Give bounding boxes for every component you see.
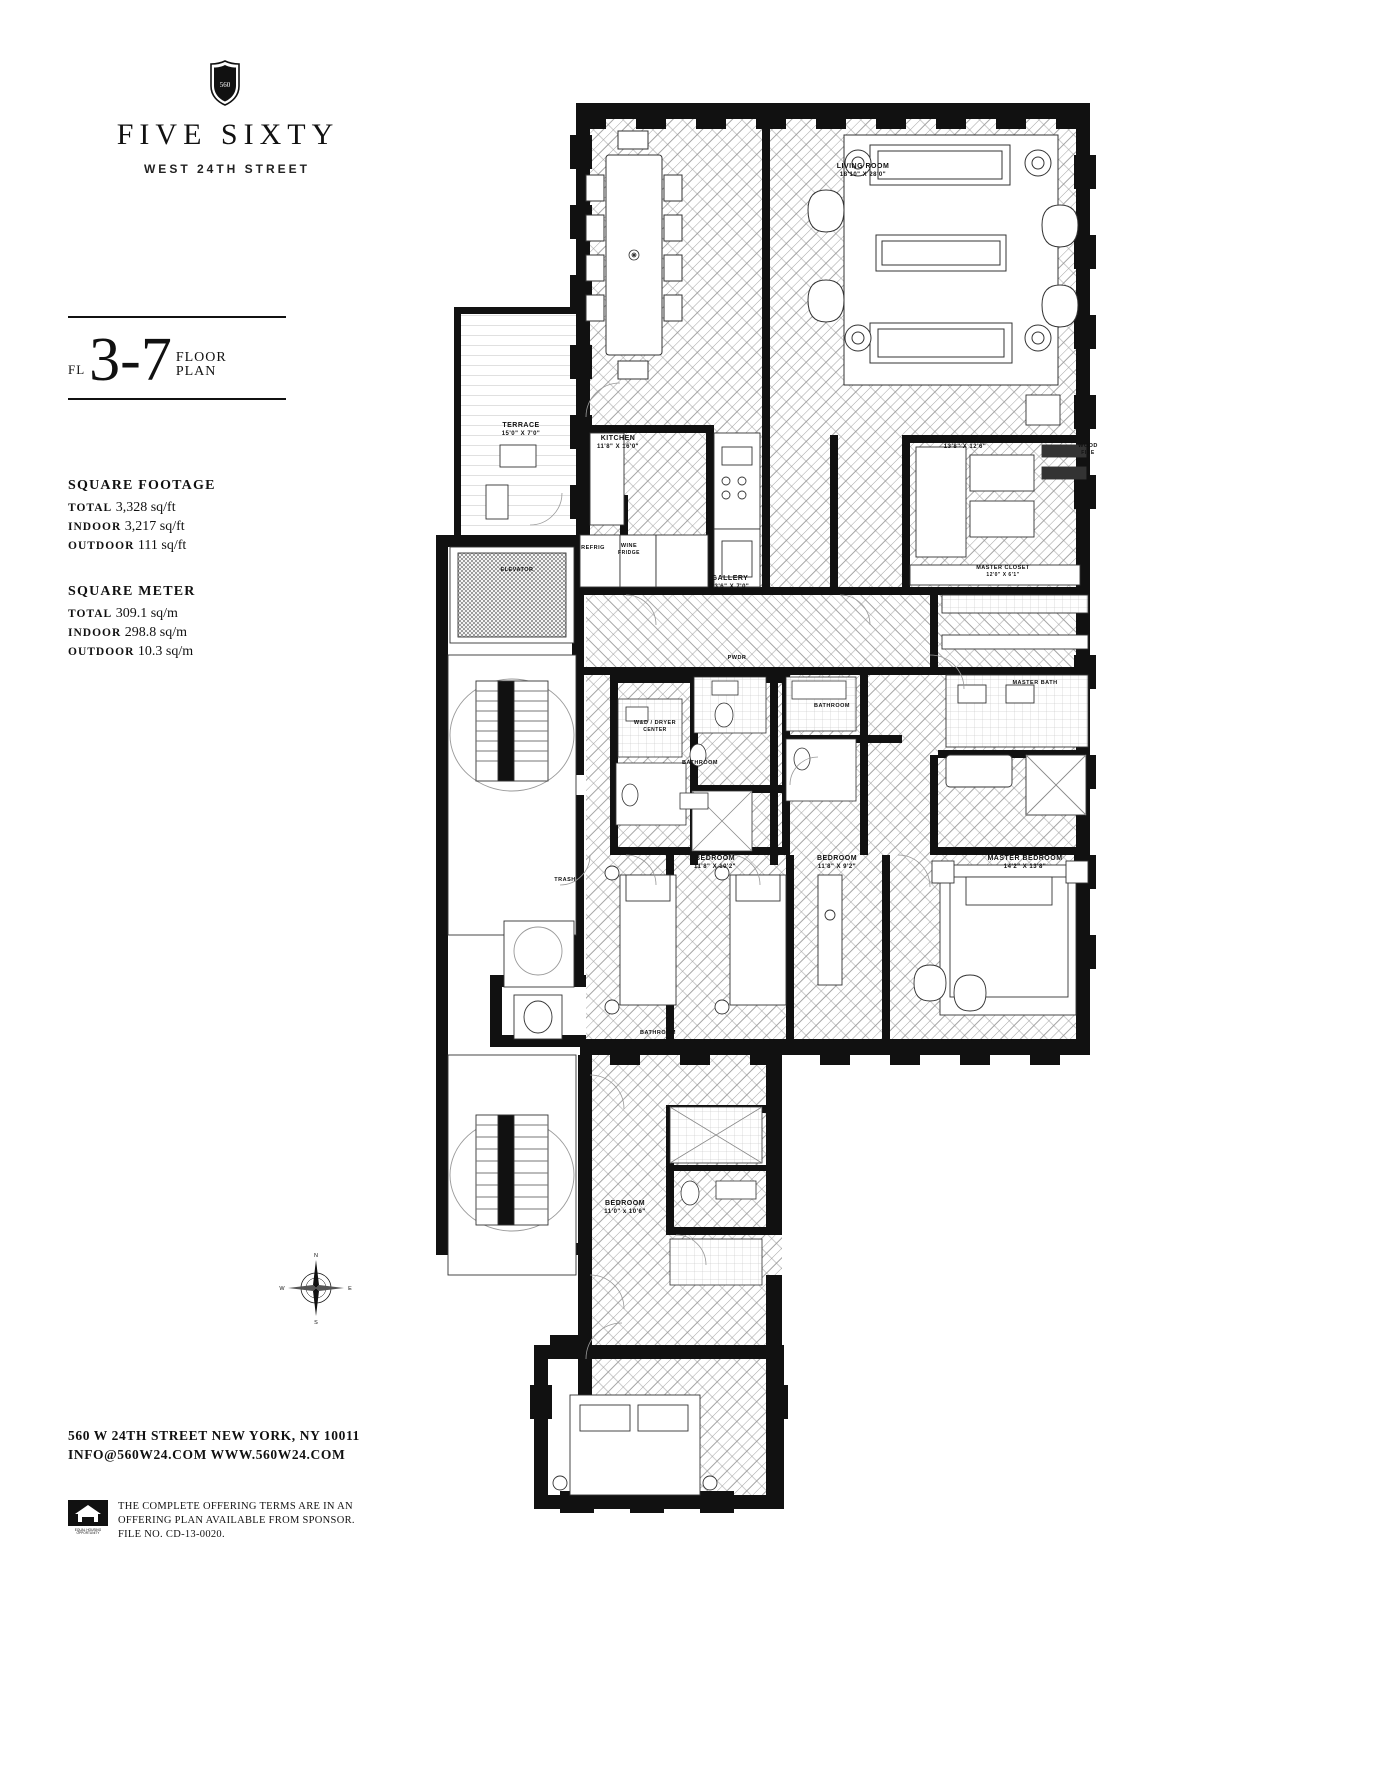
footer-contact-line: INFO@560W24.COM WWW.560W24.COM bbox=[68, 1447, 346, 1462]
square-footage-block bbox=[68, 478, 390, 554]
room-label-trash: TRASH bbox=[554, 877, 576, 883]
sm-value-indoor: 298.8 sq/m bbox=[124, 625, 188, 640]
svg-text:560: 560 bbox=[219, 81, 231, 89]
compass-rose-icon bbox=[278, 1250, 354, 1326]
room-label-gallery: GALLERY 23'6" X 7'0" bbox=[710, 575, 750, 590]
room-label-bedroom: BEDROOM 11'0" x 10'6" bbox=[604, 1200, 646, 1215]
room-label-bathroom: BATHROOM bbox=[814, 703, 850, 709]
room-label-bedroom: BEDROOM 11'8" X 9'2" bbox=[816, 855, 858, 870]
room-label-bedroom: BEDROOM 11'8" X 10'2" bbox=[693, 855, 737, 870]
sm-label-indoor: INDOOR bbox=[68, 627, 122, 639]
rule-bottom bbox=[68, 398, 286, 400]
floor-plan-title-block bbox=[68, 316, 286, 400]
legal-line-2: OFFERING PLAN AVAILABLE FROM SPONSOR. bbox=[118, 1515, 355, 1527]
svg-text:S: S bbox=[314, 1320, 318, 1326]
svg-text:OPPORTUNITY: OPPORTUNITY bbox=[76, 1531, 100, 1534]
legal-line-3: FILE NO. CD-13-0020. bbox=[118, 1529, 225, 1541]
sf-value-outdoor: 111 sq/ft bbox=[137, 538, 187, 553]
footer-contact bbox=[68, 1428, 408, 1466]
room-label-master-bedroom: MASTER BEDROOM 14'2" X 13'8" bbox=[987, 855, 1063, 870]
floor-range: 3-7 bbox=[89, 326, 172, 395]
sf-value-total: 3,328 sq/ft bbox=[115, 500, 176, 515]
sm-value-outdoor: 10.3 sq/m bbox=[137, 644, 194, 659]
title-word-floor: FLOOR bbox=[175, 349, 227, 365]
svg-text:E: E bbox=[348, 1286, 352, 1292]
room-label-master-bath: MASTER BATH bbox=[1012, 680, 1058, 686]
square-footage-row bbox=[68, 500, 390, 516]
square-meter-row bbox=[68, 644, 390, 660]
square-meter-block bbox=[68, 584, 390, 660]
floor-prefix: FL bbox=[68, 362, 86, 377]
sf-label-total: TOTAL bbox=[68, 502, 113, 514]
sm-label-total: TOTAL bbox=[68, 608, 113, 620]
square-meter-title: SQUARE METER bbox=[68, 584, 196, 599]
room-label-living-room: LIVING ROOM 18'10" X 28'0" bbox=[836, 163, 890, 178]
room-label-master-closet: MASTER CLOSET 12'0" X 6'1" bbox=[976, 565, 1030, 578]
sm-label-outdoor: OUTDOOR bbox=[68, 646, 135, 658]
square-footage-row bbox=[68, 538, 390, 554]
brand-subtitle: WEST 24TH STREET bbox=[143, 162, 310, 176]
sf-label-outdoor: OUTDOOR bbox=[68, 540, 135, 552]
sf-label-indoor: INDOOR bbox=[68, 521, 122, 533]
info-column bbox=[60, 60, 390, 663]
room-label-elevator: ELEVATOR bbox=[500, 567, 534, 573]
square-meter-row bbox=[68, 606, 390, 622]
room-label-wine-fridge: WINE FRIDGE bbox=[618, 543, 640, 556]
living-room-furniture bbox=[808, 135, 1078, 385]
room-label-kitchen: KITCHEN 11'8" X 16'0" bbox=[596, 435, 640, 450]
svg-text:W: W bbox=[279, 1286, 285, 1292]
room-label-study: STUDY 13'8" X 12'6" bbox=[943, 435, 987, 450]
sm-value-total: 309.1 sq/m bbox=[115, 606, 178, 621]
legal-block bbox=[68, 1500, 398, 1543]
floor-plan-svg bbox=[430, 95, 1150, 1515]
legal-line-1: THE COMPLETE OFFERING TERMS ARE IN AN bbox=[118, 1501, 353, 1512]
room-label-refrigerator: REFRIG bbox=[581, 545, 605, 551]
sf-value-indoor: 3,217 sq/ft bbox=[124, 519, 185, 534]
square-meter-row bbox=[68, 625, 390, 641]
title-word-plan: PLAN bbox=[175, 364, 217, 380]
square-footage-row bbox=[68, 519, 390, 535]
room-label-washer-dryer: W&D / DRYER CENTER bbox=[633, 720, 677, 733]
room-label-powder: PWDR bbox=[727, 655, 747, 661]
room-label-terrace: TERRACE 15'0" X 7'0" bbox=[501, 422, 541, 437]
footer-address: 560 W 24TH STREET NEW YORK, NY 10011 bbox=[68, 1428, 360, 1443]
room-label-bathroom: BATHROOM bbox=[640, 1030, 676, 1036]
svg-text:EQUAL HOUSING: EQUAL HOUSING bbox=[74, 1528, 102, 1532]
core-services bbox=[448, 547, 576, 1275]
room-label-wood-fire: WOOD FIRE bbox=[1078, 443, 1098, 456]
crest-icon bbox=[208, 60, 242, 106]
brand-name: FIVE SIXTY bbox=[116, 118, 340, 151]
equal-housing-opportunity-icon bbox=[68, 1500, 108, 1534]
square-footage-title: SQUARE FOOTAGE bbox=[68, 478, 216, 493]
room-label-bathroom: BATHROOM bbox=[682, 760, 718, 766]
floor-plan-drawing bbox=[430, 95, 1150, 1515]
svg-text:N: N bbox=[314, 1253, 318, 1259]
